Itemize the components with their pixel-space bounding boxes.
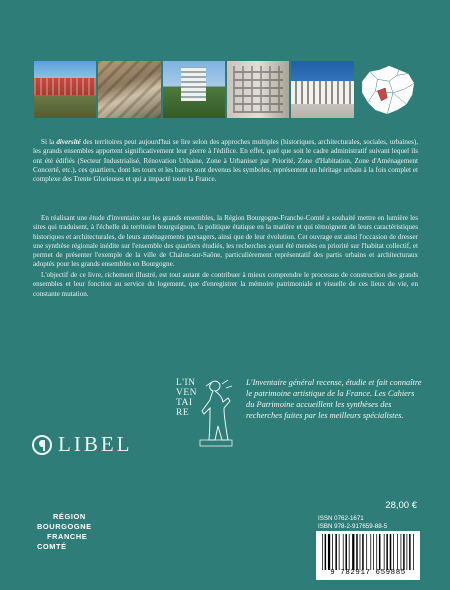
barcode-bar [339,534,340,570]
inventaire-figure-logo [198,378,234,448]
barcode-bar [366,534,367,570]
barcode [316,531,420,580]
paragraph-objective: L'objectif de ce livre, richement illustré, est tout autant de contribuer à mieux comprendre le processus de construction des grands ensembles et leur fonction au service du logement, que d'enregistrer la mémoire patrimoniale et visuelle de ces lieux de vie, en constante mutation. [33,271,418,298]
inventaire-letter-line: TAI [176,398,193,408]
barcode-bar [409,534,411,570]
barcode-bar [376,534,377,570]
inventaire-letter-line: RE [176,408,190,418]
inventaire-letter-line: L'IN [176,378,196,388]
paragraph-region-study: En réalisant une étude d'inventaire sur les grands ensembles, la Région Bourgogne-Franche-Comté a souhaité mettre en lumière les sites qui traduisent, à l'échelle du territoire bourguignon, la politique étatique en la matière et qui témoignent de leurs caractéristiques historiques et architecturales, de leurs aménagements paysagers, ainsi que de leur évolution. Cet ouvrage est ainsi l'occasion de dresser une synthèse régionale inédite sur l'ensemble des quartiers étudiés, les recherches ayant été menées en priorité sur l'habitat collectif, et permet de présenter l'exemple de la ville de Chalon-sur-Saône, particulièrement représentatif des partis urbains et architecturaux adoptés pour les grands ensembles en Bourgogne. [33,214,418,269]
barcode-bar [328,534,330,570]
barcode-bar [373,534,374,570]
housing-block-photo-1 [34,61,96,118]
barcode-digits: 9 782917 659885 [330,569,406,577]
barcode-bar [370,534,371,570]
region-logo [37,512,92,552]
tower-block-photo [163,61,225,118]
libel-logo [32,432,132,457]
barcode-bar [403,534,405,570]
barcode-bar [407,534,408,570]
blue-sky-bar-building-photo [291,61,353,118]
barcode-bar [393,534,394,570]
barcode-bar [322,534,323,570]
barcode-bar [332,534,333,570]
barcode-bar [325,534,327,570]
inventaire-letter-line: VEN [176,388,198,398]
barcode-bar [343,534,344,570]
barcode-bar [345,534,347,570]
isbn: ISBN 978-2-917659-88-5 [318,523,388,530]
barcode-bar [352,534,354,570]
map-icon [356,61,418,118]
price: 28,00 € [385,500,417,511]
region-line: FRANCHE [47,532,88,541]
aerial-housing-photo [98,61,160,118]
facade-detail-photo [227,61,289,118]
barcode-bar [356,534,358,570]
inventaire-description: L'Inventaire général recense, étudie et fait connaître le patrimoine artistique de la France. Les Cahiers du Patrimoine accueillent les synthèses des recherches faites par les meilleurs spécialistes. [246,378,422,420]
barcode-bar [401,534,402,570]
photo-strip [34,61,418,118]
barcode-bar [362,534,364,570]
region-line: RÉGION [53,512,86,521]
barcode-bar [360,534,361,570]
bourgogne-franche-comte-map [356,61,418,118]
issn: ISSN 0762-1671 [318,515,364,522]
barcode-bar [390,534,392,570]
barcode-bar [397,534,398,570]
region-line: COMTÉ [37,542,67,551]
inventaire-logo [176,378,234,450]
barcode-bar [413,534,414,570]
barcode-bar [335,534,337,570]
barcode-bar [349,534,350,570]
libel-logo-icon [32,435,52,455]
region-line: BOURGOGNE [37,522,92,531]
barcode-bar [384,534,385,570]
barcode-bar [386,534,388,570]
barcode-bar [379,534,381,570]
publisher-name: LIBEL [58,432,133,456]
isbn-barcode [320,534,416,570]
paragraph-diversity: Si la diversité des territoires peut aujourd'hui se lire selon des approches multiples (historiques, architecturales, sociales, urbaines), les grands ensembles apportent significativement leur pierre à l'édifice. En effet, quel que soit le cadre administratif suivant lequel ils ont été édifiés (Secteur Industrialisé, Rénovation Urbaine, Zone à Urbaniser par Priorité, Zone d'Habitation, Zone d'Aménagement Concerté, etc.), ces quartiers, dont les tours et les barres sont devenus les symboles, représentent un héritage urbain à la fois complet et complexe des Trente Glorieuses et qui a impacté toute la France. [33,138,418,184]
emphasis-diversite: diversité [56,138,81,146]
